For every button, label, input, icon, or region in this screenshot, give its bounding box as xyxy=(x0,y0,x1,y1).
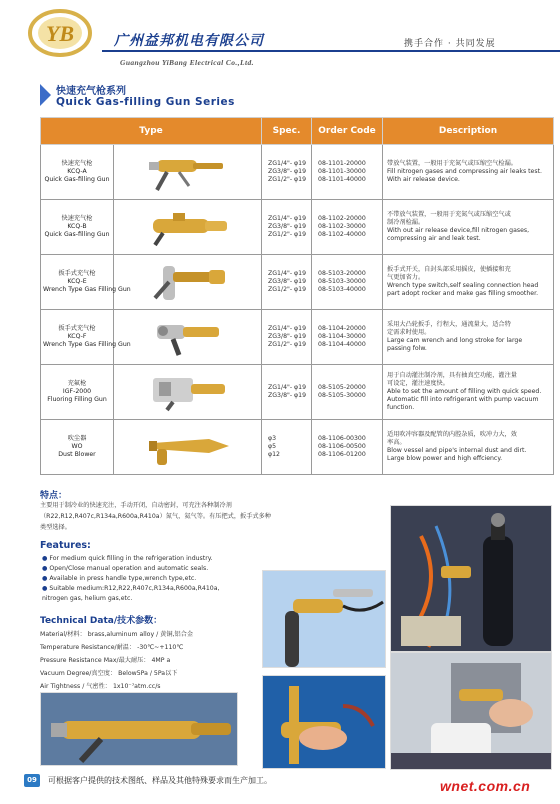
header-divider xyxy=(102,50,560,52)
spec-value: ZG1/4"- φ19 xyxy=(268,215,307,222)
table-row xyxy=(41,420,554,475)
spec-value: φ3 xyxy=(268,435,277,442)
product-name-cn: 扳手式充气枪 xyxy=(58,325,96,332)
header-type: Type xyxy=(41,118,262,145)
description-cell xyxy=(383,420,554,475)
gun-kcq-f-image xyxy=(114,310,262,365)
spec-value: ZG3/8"- φ19 xyxy=(268,223,307,230)
tech-item: Vacuum Degree/真空度： Below5Pa / 5Pa以下 xyxy=(40,670,178,677)
product-table xyxy=(40,117,554,475)
features-cn-title: 特点： xyxy=(40,491,68,501)
spec-cell xyxy=(262,310,312,365)
section-arrow-icon xyxy=(40,84,51,106)
bullet-icon: ● xyxy=(42,555,50,562)
order-code-value: 08-5103-40000 xyxy=(318,286,366,293)
features-cn-text: 主要用于制冷业的快速充注，手动开闭，自动密封，可充注各种制冷剂（R22,R12,R407c,R134a,R600a,R410a）氮气，氦气等。有压把式，扳手式多种类型选择。 xyxy=(40,502,271,531)
order-code-value: 08-1101-20000 xyxy=(318,160,366,167)
spec-value: ZG3/8"- φ19 xyxy=(268,168,307,175)
order-code-cell xyxy=(312,420,383,475)
product-name-en: Wrench Type Gas Filling Gun xyxy=(43,286,131,293)
description-line: Automatic fill into refrigerant with pump vacuum xyxy=(387,396,539,403)
product-model: IGF-2000 xyxy=(62,388,92,395)
product-name-cell xyxy=(41,365,114,420)
spec-cell xyxy=(262,365,312,420)
header-order-code: Order Code xyxy=(312,118,383,145)
product-name-en: Wrench Type Gas Filling Gun xyxy=(43,341,131,348)
spec-cell xyxy=(262,145,312,200)
spec-value: ZG1/2"- φ19 xyxy=(268,231,307,238)
section-title-en: Quick Gas-filling Gun Series xyxy=(56,96,235,108)
logo-text: YB xyxy=(45,21,75,46)
order-code-cell xyxy=(312,310,383,365)
table-row xyxy=(41,255,554,310)
description-line: 率高。 xyxy=(387,439,406,446)
description-line: Blow vessel and pipe's internal dust and dirt. xyxy=(387,447,527,454)
spec-cell xyxy=(262,200,312,255)
spec-value: ZG1/2"- φ19 xyxy=(268,286,307,293)
description-line: 定需求时使用。 xyxy=(387,329,431,336)
section-title-cn: 快速充气枪系列 xyxy=(56,86,126,97)
spec-value: ZG3/8"- φ19 xyxy=(268,278,307,285)
description-line: 气更加省力。 xyxy=(387,274,425,281)
product-name-cell xyxy=(41,420,114,475)
description-line: 带放气装置，一般用于充氮气或压缩空气检漏。 xyxy=(387,160,517,167)
description-line: Large cam wrench and long stroke for large xyxy=(387,337,523,344)
feature-item: nitrogen gas, helium gas,etc. xyxy=(42,595,133,602)
tech-item: Air Tightness / 气密性： 1x10⁻⁷atm.cc/s xyxy=(40,683,161,690)
bullet-icon: ● xyxy=(42,565,50,572)
tech-item: Temperature Resistance/耐温： -30℃~+110℃ xyxy=(40,644,184,651)
spec-value: ZG1/4"- φ19 xyxy=(268,270,307,277)
product-model: WO xyxy=(71,443,83,450)
spec-value: ZG1/4"- φ19 xyxy=(268,384,307,391)
description-line: Able to set the amount of filling with quick speed. xyxy=(387,388,542,395)
product-name-cn: 吹尘器 xyxy=(67,435,87,442)
table-header-row xyxy=(41,118,554,145)
order-code-value: 08-1101-30000 xyxy=(318,168,366,175)
product-name-cn: 扳手式充气枪 xyxy=(58,270,96,277)
order-code-value: 08-5103-20000 xyxy=(318,270,366,277)
feature-item: ● For medium quick filling in the refrigeration industry. xyxy=(42,555,213,562)
product-model: KCQ-A xyxy=(67,168,87,175)
feature-item: ● Available in press handle type,wrench type,etc. xyxy=(42,575,197,582)
product-name-en: Dust Blower xyxy=(58,451,96,458)
photo-gun-close-up xyxy=(262,570,386,668)
product-name-cell xyxy=(41,255,131,310)
product-name-en: Fluoring Filling Gun xyxy=(47,396,107,403)
order-code-cell xyxy=(312,145,383,200)
order-code-value: 08-1106-01200 xyxy=(318,451,366,458)
header-spec: Spec. xyxy=(262,118,312,145)
product-name-cn: 快速充气枪 xyxy=(61,160,93,167)
product-name-en: Quick Gas-filling Gun xyxy=(44,231,110,238)
description-line: passing folw. xyxy=(387,345,427,352)
description-line: Large blow power and high effciency. xyxy=(387,455,503,462)
description-line: Fill nitrogen gases and compressing air leaks test. xyxy=(387,168,542,175)
spec-value: ZG1/2"- φ19 xyxy=(268,176,307,183)
tech-data-list xyxy=(40,628,193,693)
features-title: Features: xyxy=(40,540,91,551)
description-line: With air release device. xyxy=(387,176,460,183)
order-code-value: 08-1106-00500 xyxy=(318,443,366,450)
description-cell xyxy=(383,200,554,255)
tech-data-title: Technical Data/技术参数： xyxy=(40,616,163,626)
product-model: KCQ-E xyxy=(67,278,87,285)
description-cell xyxy=(383,255,554,310)
table-row xyxy=(41,145,554,200)
company-name-en: Guangzhou YiBang Electrical Co.,Ltd. xyxy=(120,58,254,67)
photo-gun-in-hand xyxy=(262,675,386,769)
order-code-cell xyxy=(312,200,383,255)
bullet-icon: ● xyxy=(42,575,50,582)
description-line: 扳手式开关，自封头部采用摇皮，使插接和充 xyxy=(387,266,511,273)
slogan: 携手合作 · 共同发展 xyxy=(404,39,496,49)
table-row xyxy=(41,200,554,255)
site-watermark: wnet.com.cn xyxy=(440,778,531,794)
product-name-cell xyxy=(41,310,131,365)
table-row xyxy=(41,310,554,365)
product-name-cn: 快速充气枪 xyxy=(61,215,93,222)
description-cell xyxy=(383,310,554,365)
description-line: With out air release device,fill nitrogen gases, xyxy=(387,227,530,234)
gun-kcq-a-image xyxy=(114,145,262,200)
order-code-cell xyxy=(312,365,383,420)
order-code-value: 08-1104-30000 xyxy=(318,333,366,340)
features-list xyxy=(42,554,219,604)
feature-item: ● Open/Close manual operation and automatic seals. xyxy=(42,565,209,572)
photo-gas-cylinder-workshop xyxy=(390,505,552,652)
description-line: function. xyxy=(387,404,415,411)
order-code-value: 08-1102-20000 xyxy=(318,215,366,222)
order-code-value: 08-1104-40000 xyxy=(318,341,366,348)
bullet-icon: ● xyxy=(42,585,50,592)
order-code-value: 08-5105-30000 xyxy=(318,392,366,399)
product-name-en: Quick Gas-filling Gun xyxy=(44,176,110,183)
gun-kcq-b-image xyxy=(114,200,262,255)
description-line: Wrench type switch,self sealing connection head xyxy=(387,282,539,289)
spec-value: ZG1/4"- φ19 xyxy=(268,160,307,167)
description-line: 适用吹冲容器及配管的内腔杂质，吹冲力大，效 xyxy=(387,431,517,438)
header-description: Description xyxy=(383,118,554,145)
description-line: 制冷剂检漏。 xyxy=(387,219,425,226)
description-cell xyxy=(383,145,554,200)
order-code-value: 08-1106-00300 xyxy=(318,435,366,442)
order-code-value: 08-1102-40000 xyxy=(318,231,366,238)
description-line: 用于自动灌注制冷剂，具有抽真空功能，灌注量 xyxy=(387,372,517,379)
order-code-cell xyxy=(312,255,383,310)
page-header xyxy=(0,0,560,67)
spec-value: ZG1/4"- φ19 xyxy=(268,325,307,332)
tech-item: Pressure Resistance Max/最大耐压： 4MP a xyxy=(40,657,171,664)
order-code-value: 08-1102-30000 xyxy=(318,223,366,230)
order-code-value: 08-5103-30000 xyxy=(318,278,366,285)
order-code-value: 08-1101-40000 xyxy=(318,176,366,183)
product-name-cell xyxy=(41,200,114,255)
description-line: 不带放气装置，一般用于充氮气或压缩空气或 xyxy=(387,211,511,218)
product-name-cell xyxy=(41,145,114,200)
description-line: 可设定，灌注速度快。 xyxy=(387,380,449,387)
product-name-cn: 充氟枪 xyxy=(67,380,87,387)
product-model: KCQ-B xyxy=(67,223,87,230)
company-name-cn: 广州益邦机电有限公司 xyxy=(114,33,264,49)
gun-kcq-e-image xyxy=(114,255,262,310)
photo-gun-operation xyxy=(390,652,552,770)
description-line: 采用大凸轮扳手，行程大，通流量大，适合特 xyxy=(387,321,511,328)
company-logo xyxy=(20,8,102,58)
tech-item: Material/材料： brass,aluminum alloy / 黄铜,铝合金 xyxy=(40,631,194,638)
table-row xyxy=(41,365,554,420)
page-number: 09 xyxy=(24,774,40,787)
spec-value: φ12 xyxy=(268,451,280,458)
spec-cell xyxy=(262,420,312,475)
description-cell xyxy=(383,365,554,420)
footer-text: 可根据客户提供的技术图纸、样品及其他特殊要求而生产加工。 xyxy=(48,776,272,785)
photo-brass-gun xyxy=(40,692,238,766)
feature-item: ● Suitable medium:R12,R22,R407c,R134a,R600a,R410a, xyxy=(42,585,220,592)
description-line: part adopt rocker and make gas filling smoother. xyxy=(387,290,539,297)
spec-value: φ5 xyxy=(268,443,277,450)
order-code-value: 08-1104-20000 xyxy=(318,325,366,332)
spec-value: ZG3/8"- φ19 xyxy=(268,392,307,399)
spec-value: ZG3/8"- φ19 xyxy=(268,333,307,340)
spec-cell xyxy=(262,255,312,310)
product-model: KCQ-F xyxy=(67,333,87,340)
spec-value: ZG1/2"- φ19 xyxy=(268,341,307,348)
order-code-value: 08-5105-20000 xyxy=(318,384,366,391)
gun-igf-2000-image xyxy=(114,365,262,420)
description-line: compressing air and leak test. xyxy=(387,235,481,242)
dust-blower-image xyxy=(114,420,262,475)
